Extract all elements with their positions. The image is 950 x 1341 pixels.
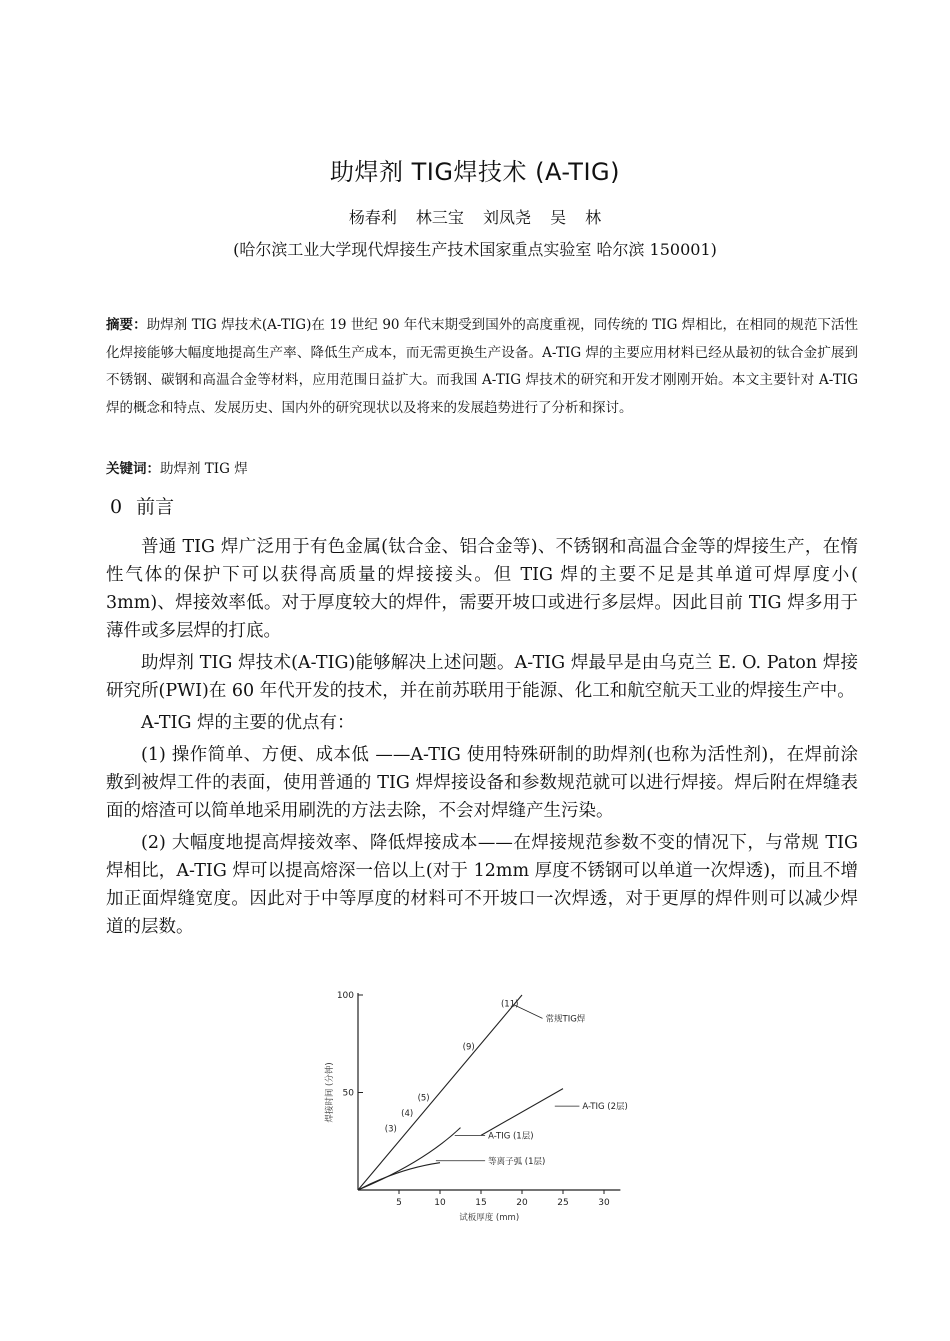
paragraph: (2) 大幅度地提高焊接效率、降低焊接成本——在焊接规范参数不变的情况下，与常规 TIG 焊相比，A-TIG 焊可以提高熔深一倍以上(对于 12mm 厚度不锈钢可以单道一次焊透)，而且不增加正面焊缝宽度。因此对于中等厚度的材料可不开坡口一次焊透，对于更厚的焊件则可以减少焊道的层数。 <box>106 833 858 937</box>
keywords-label: 关键词： <box>106 461 160 477</box>
point-label: (5) <box>417 1093 430 1104</box>
legend-plasma: 等离子弧 (1层) <box>488 1156 546 1167</box>
paragraph: (1) 操作简单、方便、成本低 ——A-TIG 使用特殊研制的助焊剂(也称为活性剂)，在焊前涂敷到被焊工件的表面，使用普通的 TIG 焊焊接设备和参数规范就可以进行焊接。焊后附在焊缝表面的熔渣可以简单地采用刷洗的方法去除，不会对焊缝产生污染。 <box>106 745 858 821</box>
section-heading <box>110 494 174 520</box>
point-label: (3) <box>384 1124 397 1135</box>
y-tick-label: 100 <box>336 991 354 1001</box>
body-text <box>106 533 858 945</box>
paragraph: A-TIG 焊的主要的优点有： <box>141 713 355 733</box>
keywords-text: 助焊剂 TIG 焊 <box>160 461 248 477</box>
legend-atig-2-layer: A-TIG (2层) <box>582 1102 628 1113</box>
legend-atig-1-layer: A-TIG (1层) <box>488 1131 534 1142</box>
paragraph: 普通 TIG 焊广泛用于有色金属(钛合金、铝合金等)、不锈钢和高温合金等的焊接生产，在惰性气体的保护下可以获得高质量的焊接接头。但 TIG 焊的主要不足是其单道可焊厚度小( 3mm)、焊接效率低。对于厚度较大的焊件，需要开坡口或进行多层焊。因此目前 TIG 焊多用于薄件或多层焊的打底。 <box>106 537 858 641</box>
x-tick-label: 20 <box>516 1198 528 1208</box>
series-line-atig-2-layer <box>481 1089 563 1136</box>
series-line-atig-1-layer <box>358 1128 461 1190</box>
abstract-label: 摘要： <box>106 317 147 333</box>
point-label: (11) <box>500 999 519 1010</box>
abstract-text: 助焊剂 TIG 焊技术(A-TIG)在 19 世纪 90 年代末期受到国外的高度重视，同传统的 TIG 焊相比，在相同的规范下活性化焊接能够大幅度地提高生产率、降低生产成本，而无需更换生产设备。A-TIG 焊的主要应用材料已经从最初的钛合金扩展到不锈钢、碳钢和高温合金等材料，应用范围日益扩大。而我国 A-TIG 焊技术的研究和开发才刚刚开始。本文主要针对 A-TIG 焊的概念和特点、发展历史、国内外的研究现状以及将来的发展趋势进行了分析和探讨。 <box>106 317 858 416</box>
x-tick-label: 15 <box>475 1198 487 1208</box>
keywords <box>106 457 858 481</box>
affiliation: (哈尔滨工业大学现代焊接生产技术国家重点实验室 哈尔滨 150001) <box>233 240 717 259</box>
x-tick-label: 30 <box>598 1198 610 1208</box>
figure-weld-time-chart <box>310 980 640 1230</box>
point-label: (9) <box>462 1042 475 1053</box>
x-tick-label: 5 <box>396 1198 402 1208</box>
x-tick-label: 25 <box>557 1198 569 1208</box>
x-axis-title: 试板厚度 (mm) <box>459 1213 520 1223</box>
section-number: 0 <box>110 496 123 518</box>
abstract <box>106 312 858 422</box>
legend-conventional-tig: 常规TIG焊 <box>545 1014 586 1025</box>
chart-svg <box>310 980 640 1230</box>
y-tick-label: 50 <box>342 1088 354 1099</box>
x-tick-label: 10 <box>434 1198 446 1208</box>
y-axis-title: 焊接时间 (分钟) <box>325 1062 335 1123</box>
paragraph: 助焊剂 TIG 焊技术(A-TIG)能够解决上述问题。A-TIG 焊最早是由乌克兰 E. O. Paton 焊接研究所(PWI)在 60 年代开发的技术，并在前苏联用于能源、化工和航空航天工业的焊接生产中。 <box>106 653 858 701</box>
point-label: (4) <box>401 1108 414 1119</box>
paper-title: 助焊剂 TIG焊技术 (A-TIG) <box>329 158 620 186</box>
series-line-plasma <box>358 1163 440 1190</box>
section-title: 前言 <box>136 496 175 518</box>
authors: 杨春利 林三宝 刘凤尧 吴 林 <box>348 208 602 227</box>
